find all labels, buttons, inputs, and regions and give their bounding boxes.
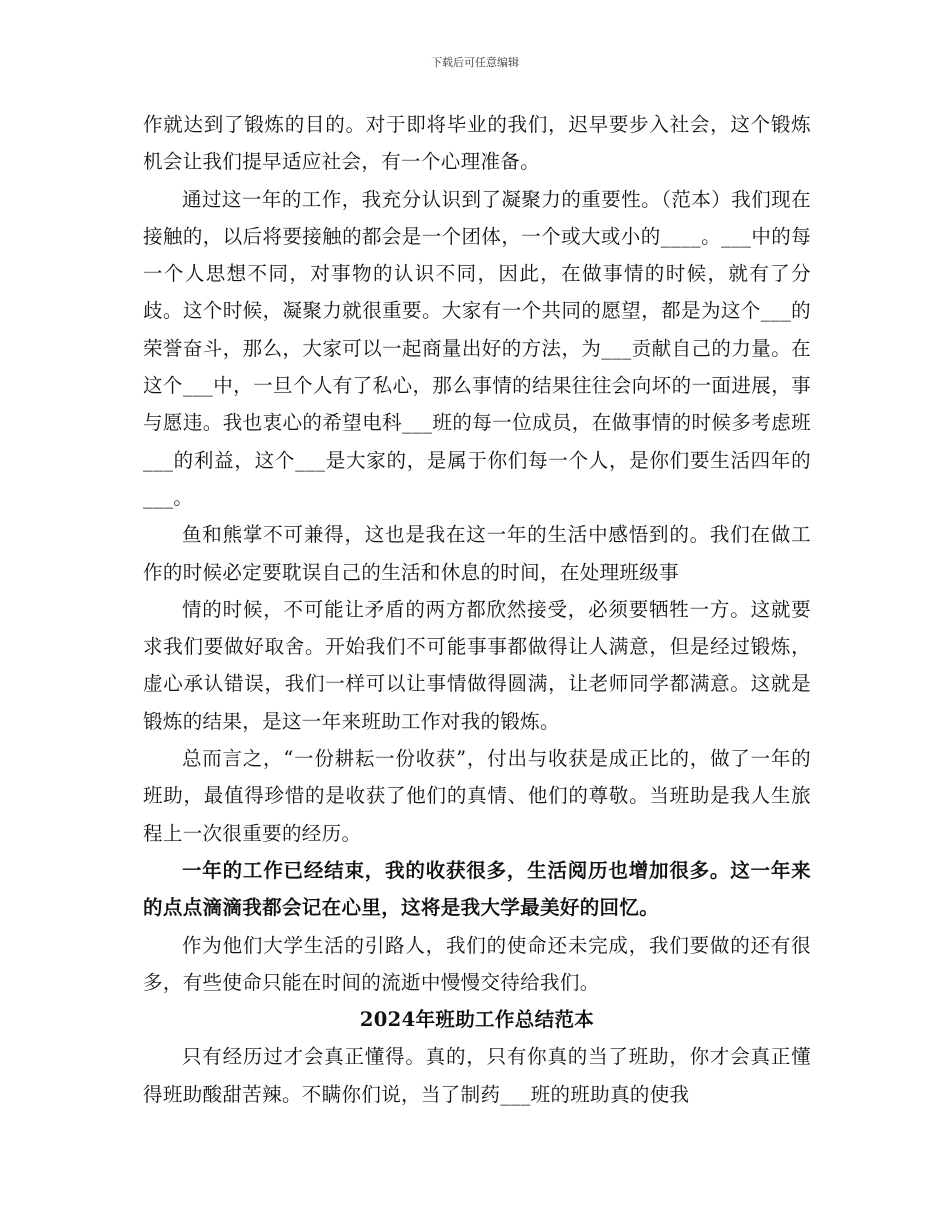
paragraph-7: 作为他们大学生活的引路人，我们的使命还未完成，我们要做的还有很多，有些使命只能在时间的流逝中慢慢交待给我们。 <box>143 933 811 994</box>
paragraph-1: 作就达到了锻炼的目的。对于即将毕业的我们，迟早要步入社会，这个锻炼机会让我们提早适应社会，有一个心理准备。 <box>143 113 811 174</box>
paragraph-6-bold: 一年的工作已经结束，我的收获很多，生活阅历也增加很多。这一年来的点点滴滴我都会记在心里，这将是我大学最美好的回忆。 <box>143 858 811 920</box>
paragraph-5: 总而言之，“一份耕耘一份收获”，付出与收获是成正比的，做了一年的班助，最值得珍惜的是收获了他们的真情、他们的尊敬。当班助是我人生旅程上一次很重要的经历。 <box>143 747 811 845</box>
document-body <box>143 106 811 1113</box>
paragraph-4: 情的时候，不可能让矛盾的两方都欣然接受，必须要牺牲一方。这就要求我们要做好取舍。开始我们不可能事事都做得让人满意，但是经过锻炼，虚心承认错误，我们一样可以让事情做得圆满，让老师同学都满意。这就是锻炼的结果，是这一年来班助工作对我的锻炼。 <box>143 597 811 733</box>
paragraph-after-title: 只有经历过才会真正懂得。真的，只有你真的当了班助，你才会真正懂得班助酸甜苦辣。不瞒你们说，当了制药___班的班助真的使我 <box>143 1045 811 1106</box>
paragraph-3: 鱼和熊掌不可兼得，这也是我在这一年的生活中感悟到的。我们在做工作的时候必定要耽误自己的生活和休息的时间，在处理班级事 <box>143 523 811 584</box>
section-title: 2024年班助工作总结范本 <box>359 1008 595 1032</box>
page-header: 下载后可任意编辑 <box>431 56 519 69</box>
paragraph-2: 通过这一年的工作，我充分认识到了凝聚力的重要性。（范本）我们现在接触的，以后将要接触的都会是一个团体，一个或大或小的____。___中的每一个人思想不同，对事物的认识不同，因此，在做事情的时候，就有了分歧。这个时候，凝聚力就很重要。大家有一个共同的愿望，都是为这个___的荣誉奋斗，那么，大家可以一起商量出好的方法，为___贡献自己的力量。在这个___中，一旦个人有了私心，那么事情的结果往往会向坏的一面进展，事与愿违。我也衷心的希望电科___班的每一位成员，在做事情的时候多考虑班___的利益，这个___是大家的，是属于你们每一个人，是你们要生活四年的___。 <box>143 187 811 509</box>
